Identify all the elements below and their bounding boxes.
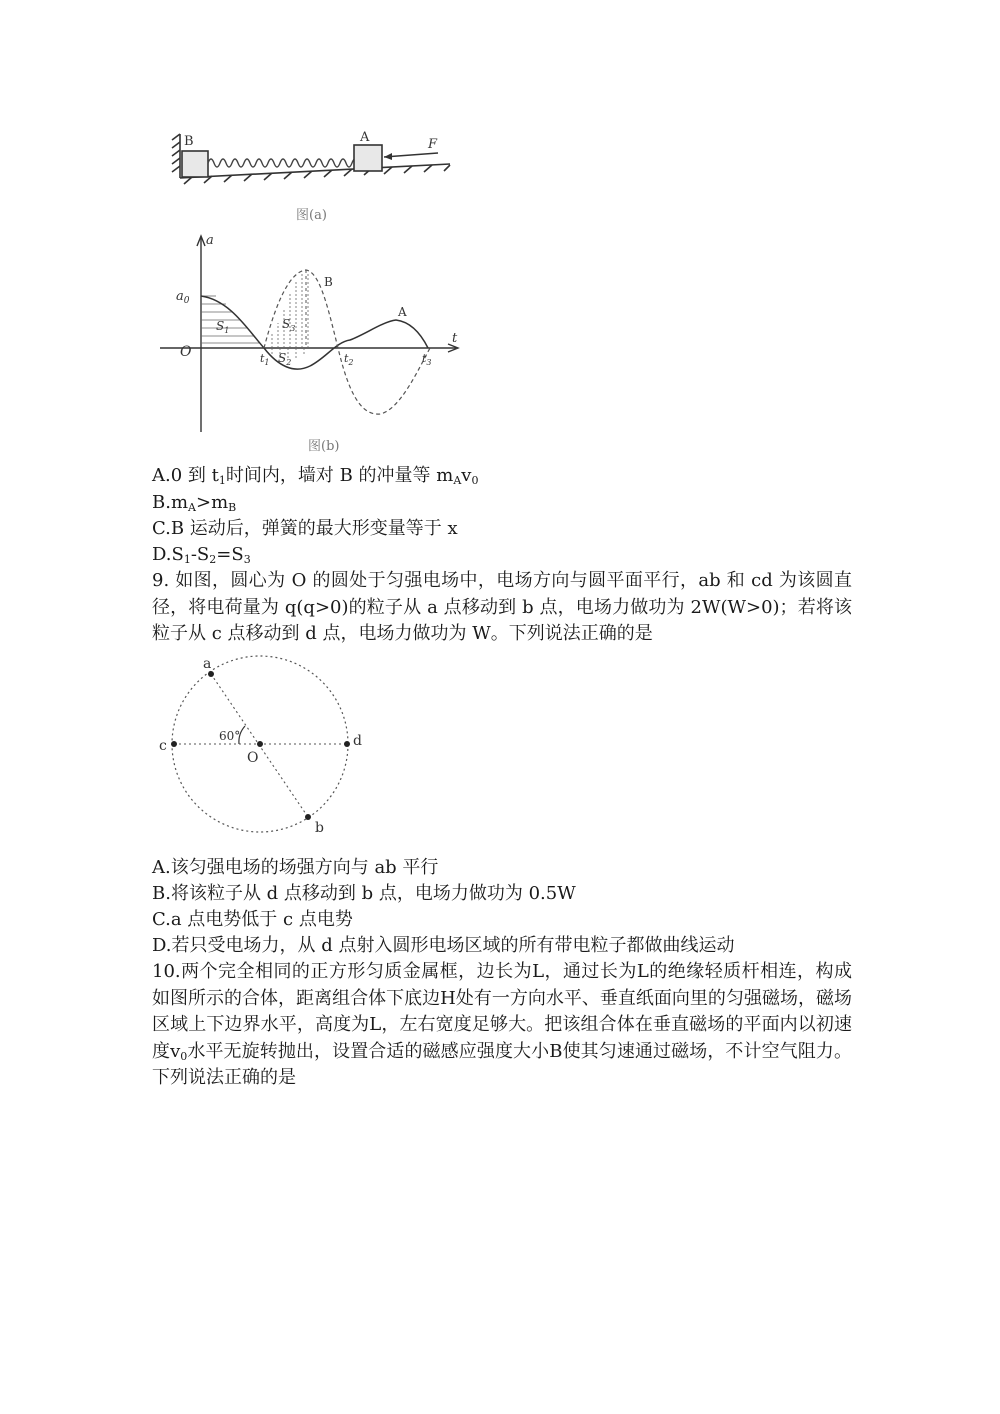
label-a: A bbox=[360, 130, 370, 145]
point-a-label: a bbox=[203, 656, 212, 672]
t1-label: $t_1$ bbox=[260, 352, 270, 367]
curve-b-label: B bbox=[324, 275, 333, 289]
q9-option-a: A.该匀强电场的场强方向与 ab 平行 bbox=[152, 857, 439, 878]
q9-option-d: D.若只受电场力，从 d 点射入圆形电场区域的所有带电粒子都做曲线运动 bbox=[152, 935, 735, 956]
figure-b bbox=[160, 230, 480, 460]
figure-circle bbox=[155, 652, 375, 842]
block-b bbox=[182, 151, 208, 177]
q9-option-b: B.将该粒子从 d 点移动到 b 点，电场力做功为 0.5W bbox=[152, 883, 576, 904]
figure-a bbox=[160, 128, 460, 228]
label-f: F bbox=[428, 137, 438, 152]
q10-stem: 10.两个完全相同的正方形匀质金属框，边长为L，通过长为L的绝缘轻质杆相连，构成如图所示的合体，距离组合体下底边H处有一方向水平、垂直纸面向里的匀强磁场，磁场区域上下边界水平，高度为L，左右宽度足够大。把该组合体在垂直磁场的平面内以初速度$v_0$水平无旋转抛出，设置合适的磁感应强度大小B使其匀速通过磁场，不计空气阻力。下列说法正确的是 bbox=[152, 961, 852, 1088]
figure-b-caption: 图(b) bbox=[308, 439, 340, 454]
a0-label: $a_0$ bbox=[176, 289, 190, 306]
q8-option-c: C.B 运动后，弹簧的最大形变量等于 x bbox=[152, 518, 458, 539]
q8-option-b: $B.m_A>m_B$ bbox=[152, 492, 237, 514]
s1-label: $S_1$ bbox=[216, 319, 230, 335]
point-c-label: c bbox=[159, 738, 167, 754]
axis-y-label: a bbox=[206, 233, 214, 248]
curve-a bbox=[201, 296, 428, 369]
curve-b bbox=[264, 270, 430, 414]
t3-label: $t_3$ bbox=[422, 352, 432, 367]
q9-option-c: C.a 点电势低于 c 点电势 bbox=[152, 909, 353, 930]
curve-a-label: A bbox=[398, 305, 407, 319]
point-b-label: b bbox=[315, 820, 324, 836]
figure-a-caption: 图(a) bbox=[296, 208, 327, 223]
t2-label: $t_2$ bbox=[344, 352, 354, 367]
point-d-label: d bbox=[353, 733, 362, 749]
q9-stem: 9. 如图，圆心为 O 的圆处于匀强电场中，电场方向与圆平面平行，ab 和 cd 为该圆直径，将电荷量为 q(q>0)的粒子从 a 点移动到 b 点，电场力做功为 2W(W>0)；若将该粒子从 c 点移动到 d 点，电场力做功为 W。下列说法正确的是 bbox=[152, 570, 852, 644]
center-o-label: O bbox=[247, 750, 259, 766]
label-b: B bbox=[184, 134, 194, 149]
block-a bbox=[354, 145, 382, 171]
q8-option-d: $D.S_1-S_2=S_3$ bbox=[152, 544, 251, 566]
axis-x-label: t bbox=[452, 331, 458, 346]
s2-label: $S_2$ bbox=[278, 351, 292, 367]
origin-label: O bbox=[180, 344, 192, 360]
q8-option-a: A.0 到 $t_1$时间内，墙对 B 的冲量等 $m_Av_0$ bbox=[152, 465, 479, 487]
spring bbox=[208, 159, 364, 167]
s3-label: $S_3$ bbox=[282, 317, 296, 333]
angle-label: 60° bbox=[219, 729, 241, 743]
